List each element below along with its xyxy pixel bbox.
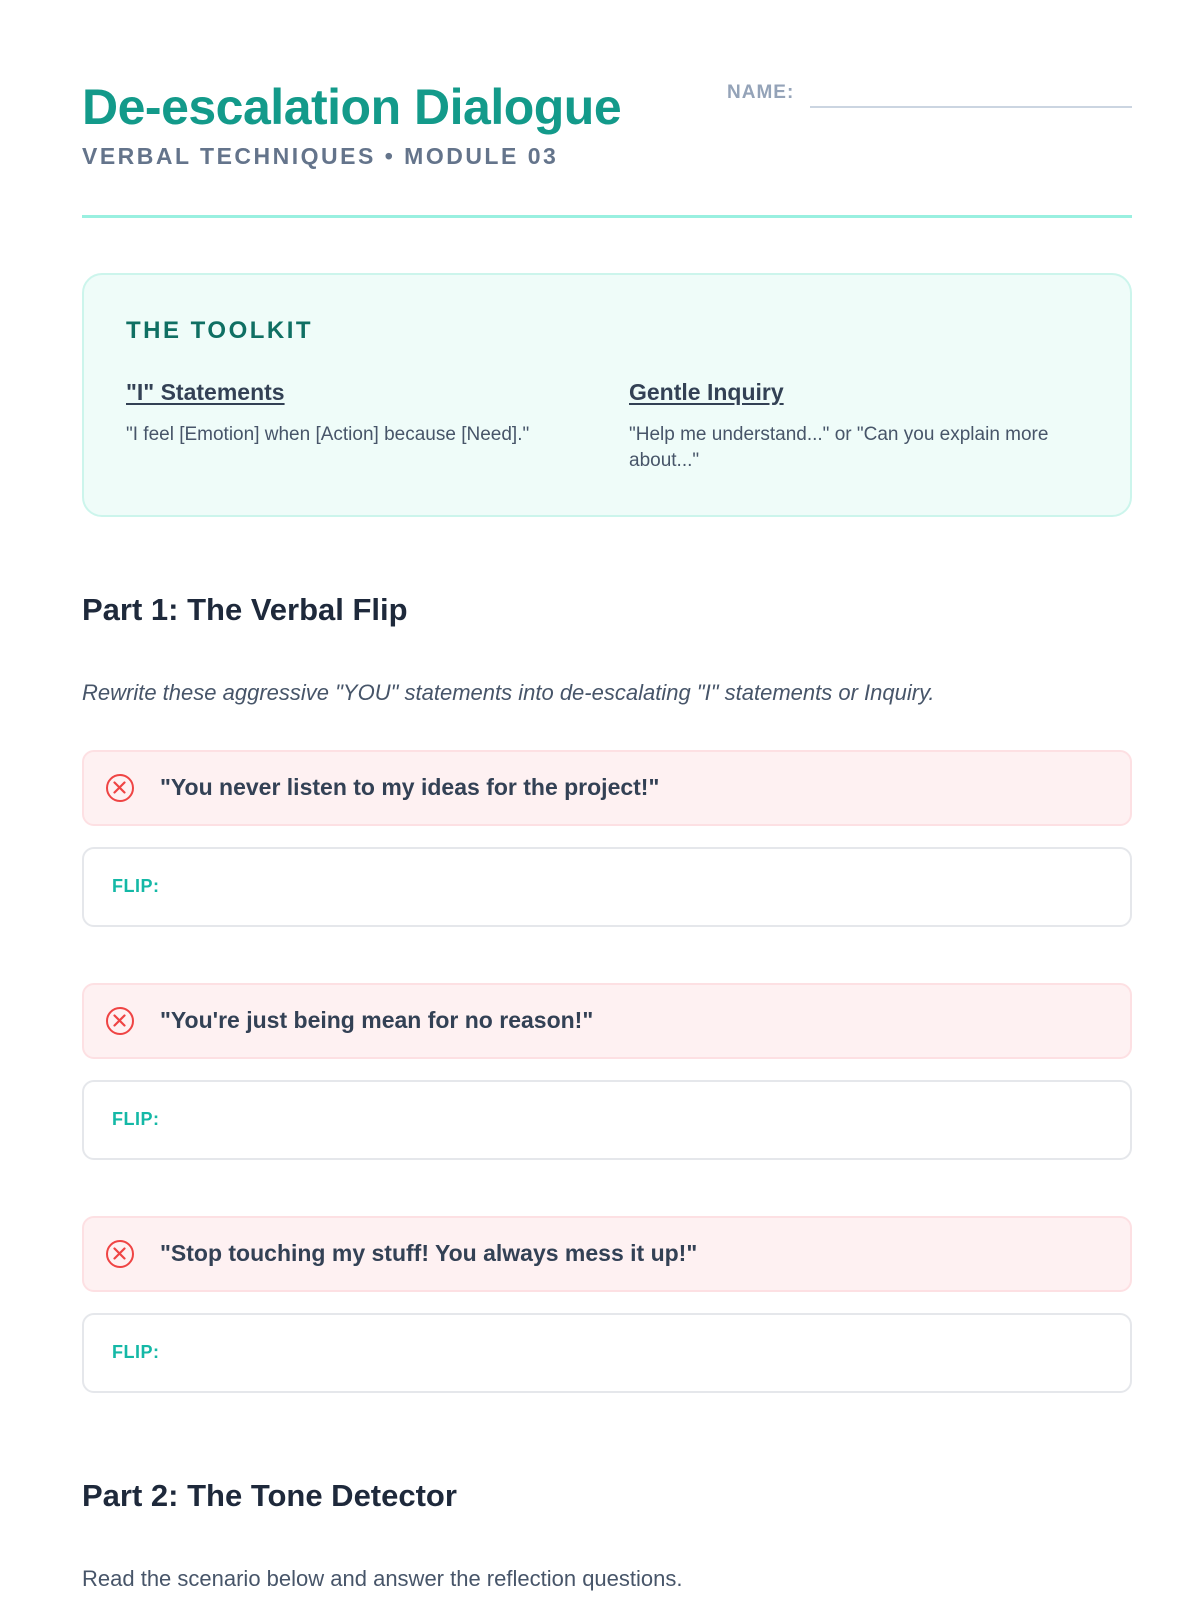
part1-title: Part 1: The Verbal Flip <box>82 592 408 627</box>
x-circle-icon <box>106 1007 134 1035</box>
tool-i-statements <box>126 379 546 448</box>
part2-instructions: Read the scenario below and answer the reflection questions. <box>82 1566 683 1591</box>
header-divider <box>82 215 1132 218</box>
flip-label: FLIP: <box>112 1109 160 1129</box>
flip-answer-field-3[interactable] <box>82 1313 1132 1393</box>
flip-answer-field-2[interactable] <box>82 1080 1132 1160</box>
tool-description: "I feel [Emotion] when [Action] because [Need]." <box>126 424 530 445</box>
x-circle-icon <box>106 774 134 802</box>
toolkit-panel <box>82 273 1132 517</box>
part2-title: Part 2: The Tone Detector <box>82 1478 457 1513</box>
worksheet-page <box>82 0 1132 1591</box>
tool-name: "I" Statements <box>126 379 285 405</box>
tool-description: "Help me understand..." or "Can you explain more about..." <box>629 424 1049 472</box>
statement-text: "You're just being mean for no reason!" <box>160 1007 594 1033</box>
flip-label: FLIP: <box>112 1342 160 1362</box>
toolkit-heading: THE TOOLKIT <box>126 317 314 344</box>
aggressive-statement-2 <box>82 983 1132 1059</box>
statement-text: "Stop touching my stuff! You always mess it up!" <box>160 1240 698 1266</box>
flip-label: FLIP: <box>112 876 160 896</box>
statement-text: "You never listen to my ideas for the project!" <box>160 774 660 800</box>
name-field[interactable] <box>810 106 1132 108</box>
worksheet-header <box>82 0 1132 220</box>
name-label: NAME: <box>727 82 795 103</box>
page-title: De-escalation Dialogue <box>82 79 622 135</box>
tool-gentle-inquiry <box>629 379 1049 474</box>
x-circle-icon <box>106 1240 134 1268</box>
flip-answer-field-1[interactable] <box>82 847 1132 927</box>
page-subtitle: VERBAL TECHNIQUES • MODULE 03 <box>82 143 559 169</box>
aggressive-statement-1 <box>82 750 1132 826</box>
aggressive-statement-3 <box>82 1216 1132 1292</box>
tool-name: Gentle Inquiry <box>629 379 784 405</box>
part1-instructions: Rewrite these aggressive "YOU" statements into de-escalating "I" statements or Inquiry. <box>82 680 935 705</box>
